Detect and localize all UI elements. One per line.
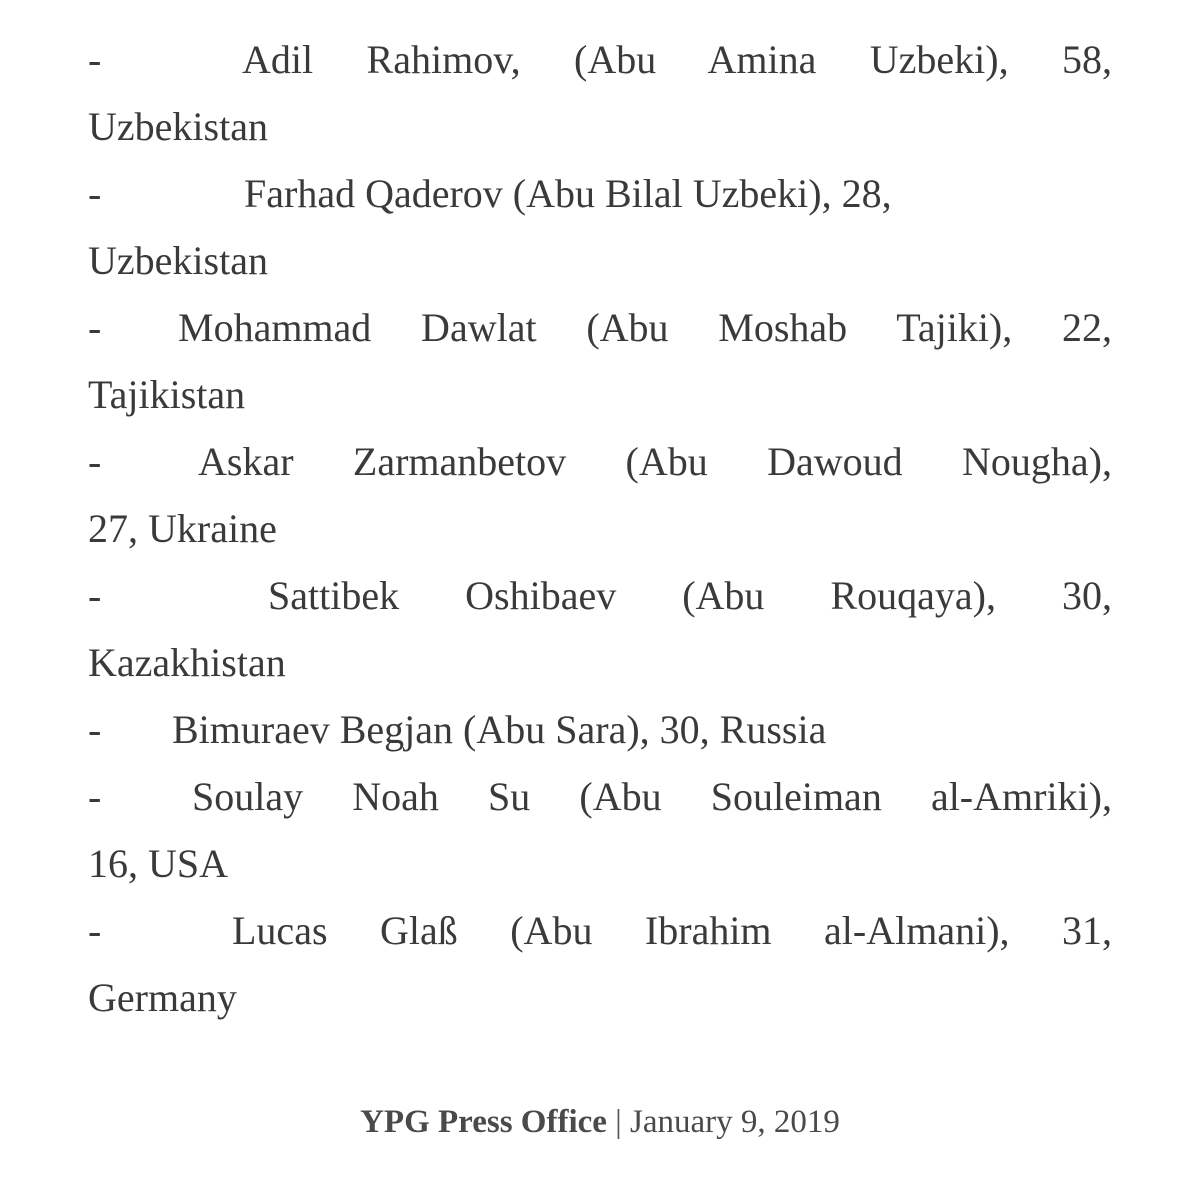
entry-line-1: Lucas Glaß (Abu Ibrahim al-Almani), 31,	[232, 908, 1112, 953]
dash-marker: -	[88, 707, 102, 752]
dash-marker: -	[88, 305, 102, 350]
list-item	[88, 897, 1112, 1031]
footer-separator: |	[615, 1104, 622, 1140]
entry-line-2: Germany	[88, 975, 237, 1020]
entry-line-2: 16, USA	[88, 841, 229, 886]
list-item	[88, 763, 1112, 897]
dash-marker: -	[88, 37, 102, 82]
entry-line-1: Bimuraev Begjan (Abu Sara), 30, Russia	[172, 707, 827, 752]
entry-line-1: Farhad Qaderov (Abu Bilal Uzbeki), 28,	[244, 171, 892, 216]
entry-line-2: Kazakhistan	[88, 640, 286, 685]
list-item	[88, 562, 1112, 696]
document-body	[88, 26, 1112, 1031]
entry-line-2: Uzbekistan	[88, 238, 268, 283]
dash-marker: -	[88, 908, 102, 953]
entry-line-2: Tajikistan	[88, 372, 246, 417]
entry-line-1: Soulay Noah Su (Abu Souleiman al-Amriki),	[192, 774, 1112, 819]
list-item	[88, 294, 1112, 428]
dash-marker: -	[88, 573, 102, 618]
entry-line-1: Mohammad Dawlat (Abu Moshab Tajiki), 22,	[178, 305, 1112, 350]
press-footer	[0, 1100, 1200, 1144]
list-item	[88, 160, 1112, 294]
list-item	[88, 428, 1112, 562]
entry-line-1: Askar Zarmanbetov (Abu Dawoud Nougha),	[198, 439, 1112, 484]
entry-line-2: Uzbekistan	[88, 104, 268, 149]
press-date: January 9, 2019	[630, 1104, 840, 1140]
organization-name: YPG Press Office	[360, 1104, 607, 1140]
entry-line-1: Adil Rahimov, (Abu Amina Uzbeki), 58,	[242, 37, 1112, 82]
dash-marker: -	[88, 171, 102, 216]
entry-line-1: Sattibek Oshibaev (Abu Rouqaya), 30,	[268, 573, 1112, 618]
list-item	[88, 26, 1112, 160]
dash-marker: -	[88, 439, 102, 484]
entry-line-2: 27, Ukraine	[88, 506, 277, 551]
list-item	[88, 696, 1112, 763]
dash-marker: -	[88, 774, 102, 819]
